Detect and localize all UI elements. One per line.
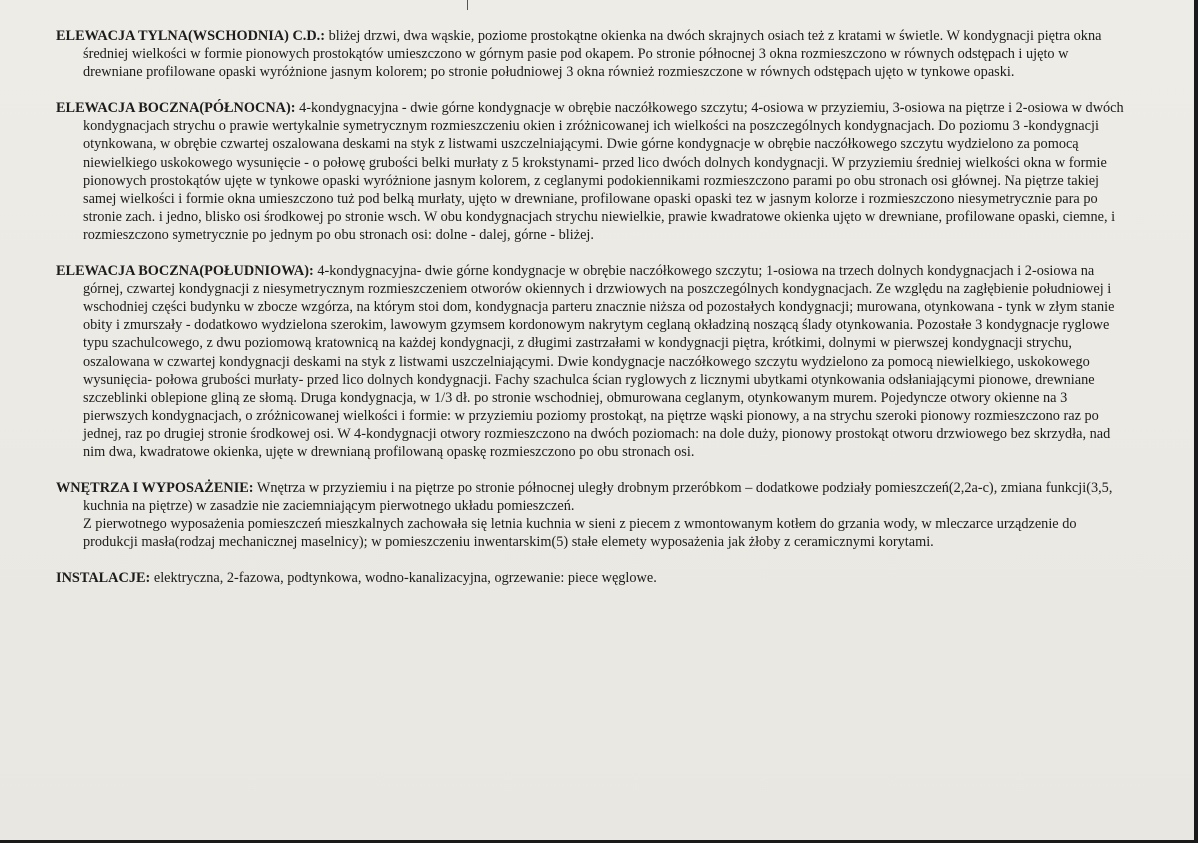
- section-text: elektryczna, 2-fazowa, podtynkowa, wodno-kanalizacyjna, ogrzewanie: piece węglowe.: [150, 570, 657, 587]
- paragraph: [56, 262, 1128, 461]
- section-installations: [56, 569, 1128, 587]
- section-heading: WNĘTRZA I WYPOSAŻENIE:: [56, 480, 254, 497]
- section-south-elevation: [56, 262, 1128, 461]
- section-heading: ELEWACJA BOCZNA(PÓŁNOCNA):: [56, 100, 296, 117]
- paragraph: [56, 99, 1128, 244]
- document-body: [56, 27, 1128, 606]
- paragraph: [56, 569, 1128, 587]
- section-heading: ELEWACJA BOCZNA(POŁUDNIOWA):: [56, 263, 314, 280]
- section-text: bliżej drzwi, dwa wąskie, poziome prostokątne okienka na dwóch skrajnych osiach też z kratami w świetle. W kondygnacji piętra okna średniej wielkości w formie pionowych prostokątów umieszczono w górnym pasie pod okapem. Po stronie północnej 3 okna rozmieszczono w równych odstępach i ujęto w drewniane profilowane opaski wyróżnione jasnym kolorem; po stronie południowej 3 okna również rozmieszczone w równych odstępach ujęto w tynkowe opaski.: [83, 28, 1102, 81]
- section-text: 4-kondygnacyjna- dwie górne kondygnacje w obrębie naczółkowego szczytu; 1-osiowa na trzech dolnych kondygnacjach i 2-osiowa na górnej, czwartej kondygnacji z niesymetrycznym rozmieszczeniem otworów okiennych i drzwiowych na poszczególnych kondygnacjach. Ze względu na zagłębienie południowej i wschodniej części budynku w zbocze wzgórza, na którym stoi dom, kondygnacja parteru znacznie niższa od pozostałych kondygnacji; murowana, otynkowana - tynk w złym stanie obity i zmurszały - dodatkowo wydzielona szerokim, lawowym gzymsem kordonowym nakrytym ceglaną okładziną noszącą ślady otynkowania. Pozostałe 3 kondygnacje ryglowe typu szachulcowego, z dwu poziomową kratownicą na każdej kondygnacji, z długimi zastrzałami w kondygnacji piętra, krótkimi, dolnymi w pierwszej kondygnacji strychu, oszalowana w czwartej kondygnacji deskami na styk z listwami uszczelniającymi. Dwie kondygnacje naczółkowego szczytu wydzielono za pomocą niewielkiego, uskokowego wysunięcia- połowa grubości murłaty- przed lico dolnych kondygnacji. Fachy szachulca ścian ryglowych z licznymi ubytkami otynkowania odsłaniającymi pionowe, drewniane szczeblinki oblepione gliną ze słomą. Druga kondygnacja, w 1/3 dł. po stronie wschodniej, obmurowana ceglanym, otynkowanym murem. Pojedyncze otwory okienne na 3 pierwszych kondygnacjach, o zróżnicowanej wielkości i formie: w przyziemiu poziomy prostokąt, na piętrze wąski pionowy, a na strychu szeroki pionowy rozmieszczono raz po jednej, raz po drugiej stronie środkowej osi. W 4-kondygnacji otwory rozmieszczono na dwóch poziomach: na dole duży, pionowy prostokąt otworu drzwiowego bez skrzydła, nad nim dwa, kwadratowe okienka, ujęte w drewnianą profilowaną opaskę rozmieszczono po obu stronach osi.: [83, 263, 1115, 460]
- paragraph: Z pierwotnego wyposażenia pomieszczeń mieszkalnych zachowała się letnia kuchnia w sieni z piecem z wmontowanym kotłem do grzania wody, w mleczarce urządzenie do produkcji masła(rodzaj mechanicznej maselnicy); w pomieszczeniu inwentarskim(5) stałe elemety wyposażenia jak żłoby z ceramicznymi korytami.: [83, 516, 1077, 551]
- section-text: Wnętrza w przyziemiu i na piętrze po stronie północnej uległy drobnym przeróbkom – dodatkowe podziały pomieszczeń(2,2a-c), zmiana funkcji(3,5, kuchnia na piętrze) w zasadzie nie zaciemniającym pierwotnego układu pomieszczeń.: [83, 480, 1113, 515]
- paragraph: [56, 27, 1128, 81]
- section-interiors: [56, 479, 1128, 551]
- scan-mark: [467, 0, 468, 10]
- section-text: 4-kondygnacyjna - dwie górne kondygnacje w obrębie naczółkowego szczytu; 4-osiowa w przyziemiu, 3-osiowa na piętrze i 2-osiowa w dwóch kondygnacjach strychu o prawie wertykalnie symetrycznym rozmieszczeniu okien i zróżnicowanej ich wielkości na poszczególnych kondygnacjach. Do poziomu 3 -kondygnacji otynkowana, w obrębie czwartej oszalowana deskami na styk z listwami uszczelniającymi. Dwie górne kondygnacje w obrębie naczółkowego szczytu wydzielono za pomocą niewielkiego uskokowego wysunięcie - o połowę grubości belki murłaty z 5 krokstynami- przed lico dwóch dolnych kondygnacji. W przyziemiu średniej wielkości okna w formie pionowych prostokątów ujęte w tynkowe opaski wyróżnione jasnym kolorem, z ceglanymi podokiennikami rozmieszczono parami po obu stronach osi głównej. Na piętrze takiej samej wielkości i formie okna umieszczono tuż pod belką murłaty, ujęto w drewniane, profilowane opaski opaski tez w jasnym kolorze i rozmieszczono niesymetrycznie para po stronie zach. i jedno, blisko osi środkowej po stronie wsch. W obu kondygnacjach strychu niewielkie, prawie kwadratowe okienka ujęto w drewniane, profilowane opaski, ciemne, i rozmieszczono symetrycznie po jednym po obu stronach osi: dolne - dalej, górne - bliżej.: [83, 100, 1124, 243]
- section-heading: ELEWACJA TYLNA(WSCHODNIA) C.D.:: [56, 28, 326, 44]
- section-rear-elevation: [56, 27, 1128, 81]
- section-heading: INSTALACJE:: [56, 570, 151, 587]
- section-north-elevation: [56, 99, 1128, 244]
- paragraph: [56, 479, 1128, 515]
